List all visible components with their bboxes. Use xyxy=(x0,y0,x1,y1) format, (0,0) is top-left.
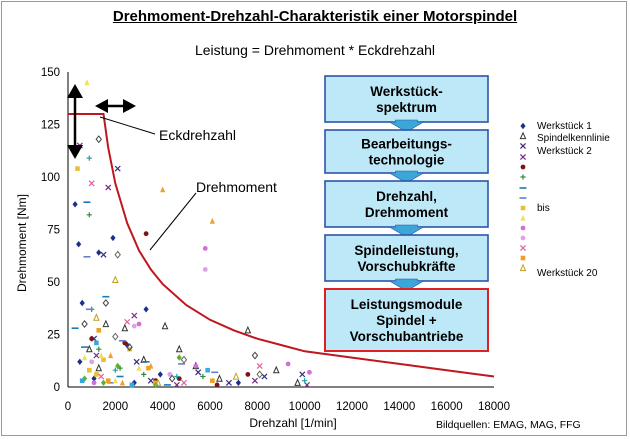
flow-box-text: Werkstück- xyxy=(370,84,443,99)
series-werkst-ck-16 xyxy=(80,341,210,388)
data-point xyxy=(103,300,108,306)
eckdrehzahl-annotation: Eckdrehzahl xyxy=(159,127,237,143)
data-point xyxy=(89,359,94,364)
series-werkst-ck-13 xyxy=(82,136,258,382)
series-werkst-ck-1 xyxy=(73,201,242,386)
data-point xyxy=(181,380,186,385)
flow-box-text: Spindel + xyxy=(376,313,437,328)
data-point xyxy=(106,185,111,190)
data-point xyxy=(245,372,250,377)
data-point xyxy=(113,333,118,339)
data-point xyxy=(233,373,238,379)
data-point xyxy=(134,359,139,364)
data-point xyxy=(136,365,141,371)
data-point xyxy=(106,378,111,383)
data-point xyxy=(82,354,87,360)
data-point xyxy=(132,324,137,329)
legend-marker xyxy=(520,215,525,221)
scatter-points xyxy=(72,79,312,388)
x-tick-label: 4000 xyxy=(149,401,176,413)
legend-marker xyxy=(520,133,525,139)
data-point xyxy=(75,166,80,171)
data-point xyxy=(181,357,186,363)
data-point xyxy=(210,378,215,383)
flow-box-text: Spindelleistung, xyxy=(354,243,459,258)
process-flowchart xyxy=(325,76,488,351)
data-point xyxy=(96,136,101,142)
flow-box-text: spektrum xyxy=(376,100,437,115)
x-tick-labels xyxy=(65,401,510,413)
series-werkst-ck-17 xyxy=(96,328,214,383)
flow-box-5 xyxy=(325,289,488,351)
data-point xyxy=(94,315,99,321)
data-point xyxy=(141,372,146,377)
data-point xyxy=(87,212,92,217)
legend-marker xyxy=(521,165,526,170)
data-point xyxy=(252,352,257,358)
data-point xyxy=(200,374,205,379)
legend-label: Spindelkennlinie xyxy=(537,133,610,144)
data-point xyxy=(245,327,250,333)
legend-marker xyxy=(520,123,525,129)
data-point xyxy=(73,201,78,207)
data-point xyxy=(108,352,113,358)
x-tick-label: 6000 xyxy=(197,401,223,413)
data-point xyxy=(115,252,120,258)
data-point xyxy=(203,246,208,251)
data-point xyxy=(158,371,163,377)
data-point xyxy=(103,321,108,327)
legend-label: Werkstück 2 xyxy=(537,146,592,157)
x-tick-label: 8000 xyxy=(244,401,271,413)
x-tick-label: 16000 xyxy=(430,401,463,413)
data-point xyxy=(286,362,291,367)
data-point xyxy=(226,380,231,385)
data-point xyxy=(96,365,101,371)
eckdrehzahl-leader-line xyxy=(100,117,155,134)
data-point xyxy=(99,374,104,379)
data-point xyxy=(89,181,94,186)
drehmoment-leader-line xyxy=(150,193,196,250)
data-point xyxy=(193,364,198,369)
data-point xyxy=(122,325,127,331)
data-point xyxy=(110,235,115,241)
y-axis-label: Drehmoment [Nm] xyxy=(15,193,29,293)
data-point xyxy=(82,321,87,327)
data-point xyxy=(96,328,101,333)
series-werkst-ck-2 xyxy=(91,166,304,385)
data-point xyxy=(144,231,149,236)
x-axis-label: Drehzahl [1/min] xyxy=(249,416,337,430)
data-point xyxy=(101,380,106,386)
data-point xyxy=(148,378,153,383)
x-tick-label: 12000 xyxy=(336,401,368,413)
data-point xyxy=(215,383,220,388)
data-point xyxy=(113,277,118,283)
x-tick-label: 10000 xyxy=(288,401,321,413)
x-tick-label: 2000 xyxy=(102,401,129,413)
x-tick-label: 18000 xyxy=(478,401,510,413)
y-tick-label: 100 xyxy=(40,172,60,184)
data-point xyxy=(177,346,182,352)
legend-marker xyxy=(521,256,526,261)
data-point xyxy=(144,306,149,312)
data-point xyxy=(113,378,118,384)
legend-label: Werkstück 1 xyxy=(537,121,592,132)
y-tick-label: 75 xyxy=(47,224,60,237)
data-point xyxy=(94,372,99,377)
series-werkst-ck-12 xyxy=(89,181,262,386)
y-tick-label: 50 xyxy=(47,277,60,289)
flow-box-text: Drehmoment xyxy=(364,205,449,220)
flow-box-4 xyxy=(325,235,488,281)
data-point xyxy=(80,300,85,306)
data-point xyxy=(76,241,81,247)
legend-marker xyxy=(520,174,525,179)
flow-box-1 xyxy=(325,76,488,122)
series-werkst-ck-4 xyxy=(89,231,250,387)
data-point xyxy=(130,383,135,388)
data-point xyxy=(87,156,92,161)
x-tick-label: 14000 xyxy=(383,401,416,413)
data-point xyxy=(120,380,125,386)
legend-marker xyxy=(520,154,525,159)
data-point xyxy=(84,79,89,85)
data-point xyxy=(125,319,130,324)
y-tick-label: 150 xyxy=(40,67,60,79)
legend-label: Werkstück 20 xyxy=(537,268,598,279)
data-point xyxy=(217,375,222,381)
data-point xyxy=(94,353,99,358)
torque-double-arrow xyxy=(67,84,83,159)
data-point xyxy=(80,378,85,383)
flow-box-text: Vorschubkräfte xyxy=(357,259,456,274)
legend-marker xyxy=(520,245,525,250)
flow-box-text: technologie xyxy=(368,152,445,168)
flow-box-text: Vorschubantriebe xyxy=(349,329,464,344)
power-formula: Leistung = Drehmoment * Eckdrehzahl xyxy=(194,42,436,58)
figure-title: Drehmoment-Drehzahl-Charakteristik einer Motorspindel xyxy=(112,8,518,25)
flow-box-2 xyxy=(325,130,488,173)
data-point xyxy=(257,363,262,368)
y-tick-labels xyxy=(41,67,60,394)
data-point xyxy=(87,368,92,373)
data-point xyxy=(252,378,257,383)
data-point xyxy=(295,380,300,386)
data-point xyxy=(196,370,201,375)
y-tick-label: 25 xyxy=(47,329,60,342)
data-point xyxy=(205,368,210,373)
data-point xyxy=(203,267,208,272)
image-source-note: Bildquellen: EMAG, MAG, FFG xyxy=(436,419,581,431)
data-point xyxy=(162,323,167,329)
flow-box-text: Bearbeitungs- xyxy=(361,136,452,152)
y-tick-label: 0 xyxy=(53,382,60,394)
data-point xyxy=(274,367,279,373)
data-point xyxy=(132,313,137,318)
data-point xyxy=(101,252,106,257)
x-tick-label: 0 xyxy=(64,401,72,413)
series-werkst-ck-20 xyxy=(108,186,215,385)
data-point xyxy=(89,336,94,341)
flow-box-frame xyxy=(325,235,488,281)
chart-legend xyxy=(520,121,611,279)
legend-marker xyxy=(520,143,525,148)
legend-marker xyxy=(521,236,526,241)
flow-box-text: Drehzahl, xyxy=(376,189,437,204)
series-werkst-ck-11 xyxy=(89,267,207,377)
data-point xyxy=(236,380,241,386)
y-tick-label: 125 xyxy=(40,119,60,132)
data-point xyxy=(137,322,142,327)
data-point xyxy=(148,363,153,369)
series-werkst-ck-5 xyxy=(87,212,206,379)
data-point xyxy=(115,166,120,171)
legend-marker xyxy=(521,226,526,231)
flow-box-frame xyxy=(325,76,488,122)
speed-double-arrow xyxy=(95,99,136,113)
data-point xyxy=(94,341,99,346)
data-point xyxy=(302,378,307,383)
data-point xyxy=(307,370,312,375)
data-point xyxy=(160,186,165,192)
flow-box-text: Leistungsmodule xyxy=(350,297,463,312)
legend-marker xyxy=(520,265,525,271)
data-point xyxy=(77,359,82,365)
data-point xyxy=(96,347,101,352)
data-point xyxy=(99,352,104,358)
series-werkst-ck-6 xyxy=(72,202,171,385)
data-point xyxy=(210,218,215,224)
legend-label: bis xyxy=(537,203,550,214)
flow-box-frame xyxy=(325,181,488,227)
data-point xyxy=(300,372,305,377)
flow-box-3 xyxy=(325,181,488,227)
drehmoment-annotation: Drehmoment xyxy=(196,179,277,195)
legend-marker xyxy=(521,206,526,211)
data-point xyxy=(92,380,97,385)
